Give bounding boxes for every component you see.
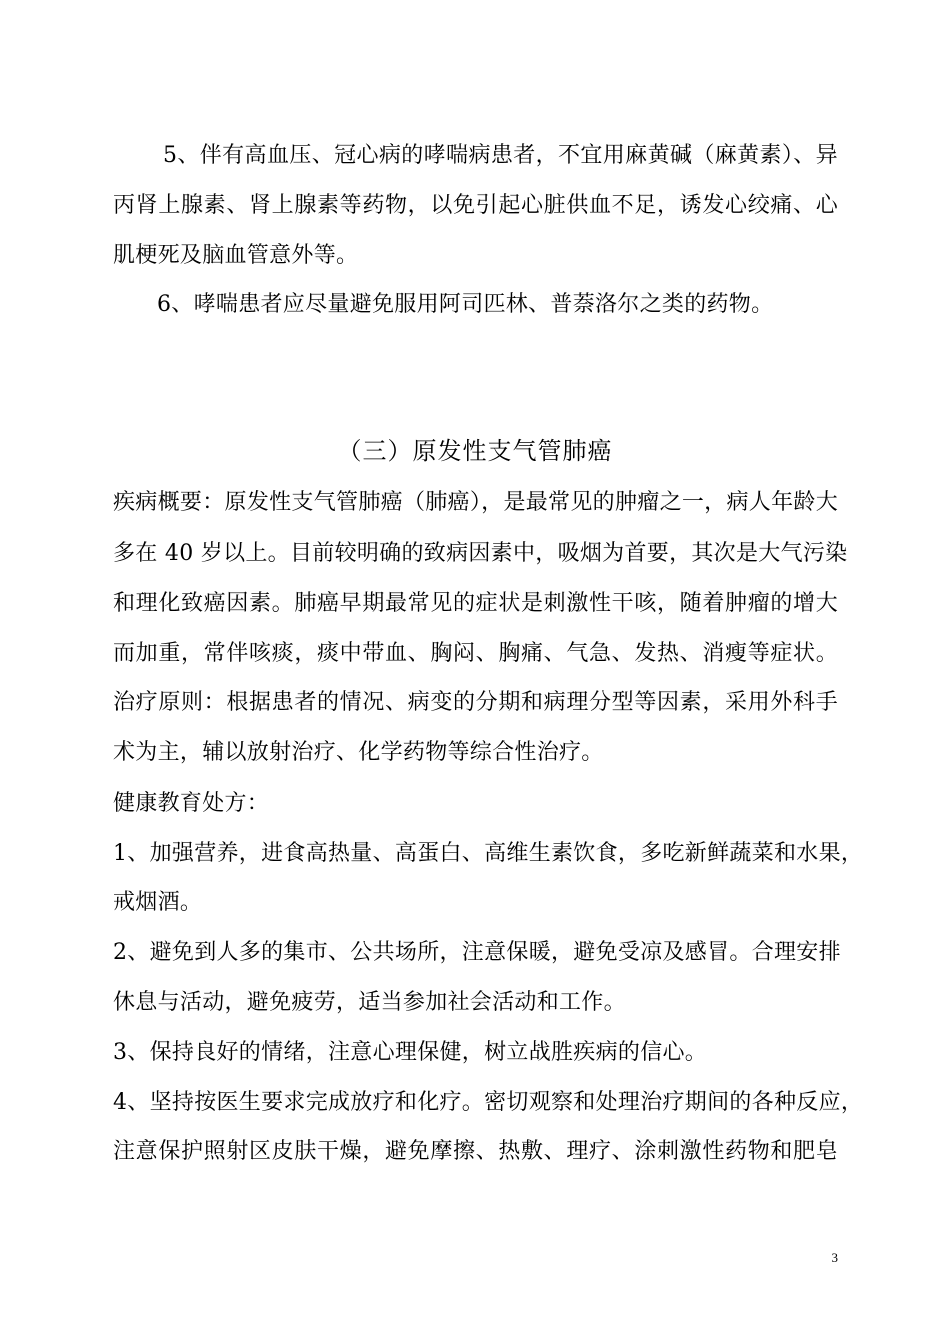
section-title: （三）原发性支气管肺癌 bbox=[337, 437, 613, 465]
rx-item-2-line-2: 休息与活动，避免疲劳，适当参加社会活动和工作。 bbox=[113, 990, 626, 1015]
overview-line-2: 多在 40 岁以上。目前较明确的致病因素中，吸烟为首要，其次是大气污染 bbox=[113, 541, 848, 566]
treatment-line-1: 治疗原则：根据患者的情况、病变的分期和病理分型等因素，采用外科手 bbox=[113, 690, 838, 715]
rx-item-3-line-1: 3、保持良好的情绪，注意心理保健，树立战胜疾病的信心。 bbox=[113, 1040, 708, 1065]
overview-line-1: 疾病概要：原发性支气管肺癌（肺癌），是最常见的肿瘤之一，病人年龄大 bbox=[113, 490, 838, 515]
rx-item-4-line-1: 4、坚持按医生要求完成放疗和化疗。密切观察和处理治疗期间的各种反应， bbox=[113, 1090, 864, 1115]
page-number: 3 bbox=[831, 1250, 838, 1265]
rx-item-1-line-1: 1、加强营养，进食高热量、高蛋白、高维生素饮食，多吃新鲜蔬菜和水果， bbox=[113, 841, 864, 866]
rx-item-2-line-1: 2、避免到人多的集市、公共场所，注意保暖，避免受凉及感冒。合理安排 bbox=[113, 940, 841, 965]
item5-line-2: 丙肾上腺素、肾上腺素等药物，以免引起心脏供血不足，诱发心绞痛、心 bbox=[113, 193, 838, 218]
item6-line: 6、哮喘患者应尽量避免服用阿司匹林、普萘洛尔之类的药物。 bbox=[157, 292, 774, 317]
overview-line-4: 而加重，常伴咳痰，痰中带血、胸闷、胸痛、气急、发热、消瘦等症状。 bbox=[113, 641, 838, 666]
item5-line-1: 5、伴有高血压、冠心病的哮喘病患者，不宜用麻黄碱（麻黄素）、异 bbox=[163, 143, 838, 168]
item5-line-3: 肌梗死及脑血管意外等。 bbox=[113, 243, 359, 268]
treatment-line-2: 术为主，辅以放射治疗、化学药物等综合性治疗。 bbox=[113, 740, 604, 765]
prescription-label: 健康教育处方： bbox=[113, 791, 270, 816]
rx-item-1-line-2: 戒烟酒。 bbox=[113, 890, 203, 915]
rx-item-4-line-2: 注意保护照射区皮肤干燥，避免摩擦、热敷、理疗、涂刺激性药物和肥皂 bbox=[113, 1139, 838, 1164]
overview-line-3: 和理化致癌因素。肺癌早期最常见的症状是刺激性干咳，随着肿瘤的增大 bbox=[113, 591, 838, 616]
